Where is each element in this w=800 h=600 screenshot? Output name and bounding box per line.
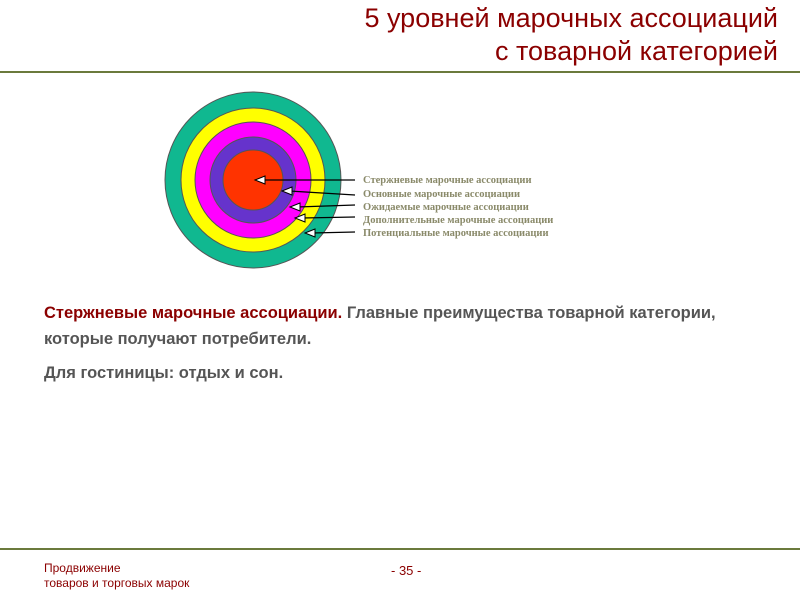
label-core: Стержневые марочные ассоциации (363, 175, 532, 186)
label-expected: Ожидаемые марочные ассоциации (363, 202, 529, 213)
body-rest-text: Главные преимущества товарной категории, которые получают потребители. (44, 304, 716, 348)
footer-course-title (44, 561, 189, 591)
slide-body (44, 300, 764, 394)
title-line-2: с товарной категорией (494, 36, 778, 66)
top-divider (0, 71, 800, 73)
body-accent-text: Стержневые марочные ассоциации. (44, 304, 343, 322)
label-additional: Дополнительные марочные ассоциации (363, 215, 554, 226)
body-paragraph-1 (44, 300, 764, 352)
bottom-divider (0, 548, 800, 550)
label-potential: Потенциальные марочные ассоциации (363, 228, 549, 239)
page-number: - 35 - (391, 563, 422, 578)
footer-line-1: Продвижение (44, 561, 121, 575)
concentric-rings-diagram (0, 80, 800, 280)
body-paragraph-2: Для гостиницы: отдых и сон. (44, 364, 284, 382)
footer-line-2: товаров и торговых марок (44, 576, 190, 590)
title-line-1: 5 уровней марочных ассоциаций (364, 3, 778, 33)
slide-title (364, 2, 778, 68)
label-basic: Основные марочные ассоциации (363, 189, 520, 200)
